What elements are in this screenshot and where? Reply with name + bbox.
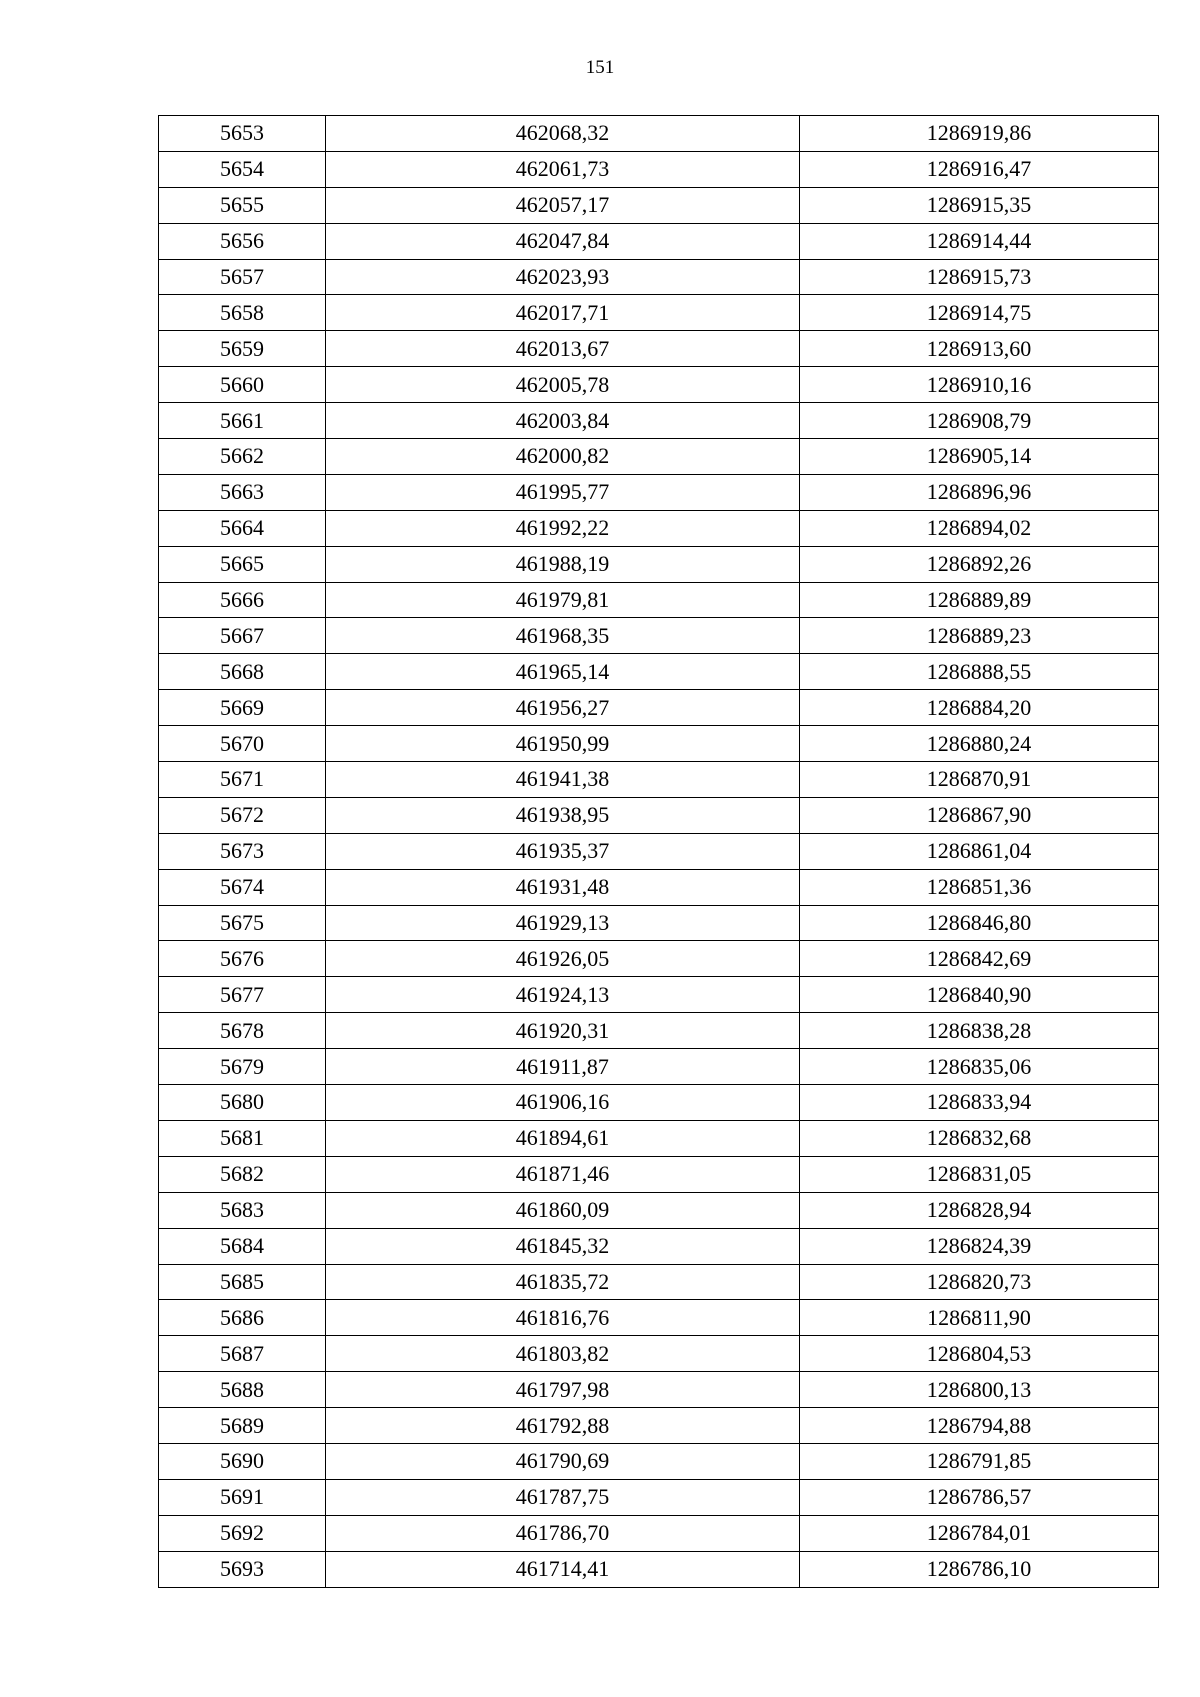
x-coordinate-cell: 461816,76 [326,1300,800,1336]
y-coordinate-cell: 1286867,90 [800,797,1159,833]
y-coordinate-cell: 1286840,90 [800,977,1159,1013]
table-row [159,1515,1159,1551]
table-row [159,474,1159,510]
table-row [159,726,1159,762]
y-coordinate-cell: 1286884,20 [800,690,1159,726]
table-row [159,1372,1159,1408]
point-number-cell: 5666 [159,582,326,618]
y-coordinate-cell: 1286913,60 [800,331,1159,367]
table-row [159,223,1159,259]
y-coordinate-cell: 1286804,53 [800,1336,1159,1372]
table-row [159,905,1159,941]
point-number-cell: 5668 [159,654,326,690]
table-row [159,295,1159,331]
table-row [159,690,1159,726]
table-row [159,1551,1159,1587]
y-coordinate-cell: 1286824,39 [800,1228,1159,1264]
y-coordinate-cell: 1286835,06 [800,1049,1159,1085]
table-row [159,1408,1159,1444]
point-number-cell: 5675 [159,905,326,941]
x-coordinate-cell: 462057,17 [326,187,800,223]
x-coordinate-cell: 461920,31 [326,1013,800,1049]
table-row [159,331,1159,367]
point-number-cell: 5670 [159,726,326,762]
table-row [159,510,1159,546]
x-coordinate-cell: 462005,78 [326,367,800,403]
x-coordinate-cell: 462023,93 [326,259,800,295]
y-coordinate-cell: 1286916,47 [800,151,1159,187]
y-coordinate-cell: 1286914,75 [800,295,1159,331]
table-row [159,1443,1159,1479]
y-coordinate-cell: 1286914,44 [800,223,1159,259]
y-coordinate-cell: 1286915,73 [800,259,1159,295]
point-number-cell: 5659 [159,331,326,367]
y-coordinate-cell: 1286908,79 [800,403,1159,439]
x-coordinate-cell: 462013,67 [326,331,800,367]
point-number-cell: 5656 [159,223,326,259]
x-coordinate-cell: 461979,81 [326,582,800,618]
point-number-cell: 5657 [159,259,326,295]
y-coordinate-cell: 1286889,89 [800,582,1159,618]
table-row [159,833,1159,869]
x-coordinate-cell: 462017,71 [326,295,800,331]
x-coordinate-cell: 461845,32 [326,1228,800,1264]
point-number-cell: 5676 [159,941,326,977]
x-coordinate-cell: 461871,46 [326,1156,800,1192]
point-number-cell: 5687 [159,1336,326,1372]
x-coordinate-cell: 461924,13 [326,977,800,1013]
point-number-cell: 5667 [159,618,326,654]
x-coordinate-cell: 461950,99 [326,726,800,762]
point-number-cell: 5691 [159,1479,326,1515]
table-row [159,654,1159,690]
table-row [159,1479,1159,1515]
y-coordinate-cell: 1286820,73 [800,1264,1159,1300]
y-coordinate-cell: 1286846,80 [800,905,1159,941]
x-coordinate-cell: 461926,05 [326,941,800,977]
point-number-cell: 5680 [159,1085,326,1121]
y-coordinate-cell: 1286861,04 [800,833,1159,869]
point-number-cell: 5662 [159,439,326,475]
point-number-cell: 5660 [159,367,326,403]
y-coordinate-cell: 1286832,68 [800,1120,1159,1156]
point-number-cell: 5663 [159,474,326,510]
y-coordinate-cell: 1286786,10 [800,1551,1159,1587]
table-row [159,797,1159,833]
table-row [159,1085,1159,1121]
table-row [159,1049,1159,1085]
x-coordinate-cell: 461790,69 [326,1443,800,1479]
point-number-cell: 5671 [159,762,326,798]
table-row [159,1300,1159,1336]
y-coordinate-cell: 1286842,69 [800,941,1159,977]
x-coordinate-cell: 461931,48 [326,869,800,905]
y-coordinate-cell: 1286888,55 [800,654,1159,690]
x-coordinate-cell: 461941,38 [326,762,800,798]
point-number-cell: 5684 [159,1228,326,1264]
table-row [159,1264,1159,1300]
point-number-cell: 5658 [159,295,326,331]
point-number-cell: 5682 [159,1156,326,1192]
x-coordinate-cell: 461714,41 [326,1551,800,1587]
y-coordinate-cell: 1286870,91 [800,762,1159,798]
y-coordinate-cell: 1286833,94 [800,1085,1159,1121]
y-coordinate-cell: 1286811,90 [800,1300,1159,1336]
coordinates-table [158,115,1159,1588]
table-row [159,259,1159,295]
point-number-cell: 5678 [159,1013,326,1049]
table-row [159,869,1159,905]
point-number-cell: 5664 [159,510,326,546]
x-coordinate-cell: 461935,37 [326,833,800,869]
y-coordinate-cell: 1286915,35 [800,187,1159,223]
table-row [159,403,1159,439]
y-coordinate-cell: 1286794,88 [800,1408,1159,1444]
table-row [159,582,1159,618]
point-number-cell: 5689 [159,1408,326,1444]
point-number-cell: 5683 [159,1192,326,1228]
point-number-cell: 5665 [159,546,326,582]
point-number-cell: 5681 [159,1120,326,1156]
x-coordinate-cell: 461787,75 [326,1479,800,1515]
table-row [159,618,1159,654]
x-coordinate-cell: 461956,27 [326,690,800,726]
y-coordinate-cell: 1286892,26 [800,546,1159,582]
table-row [159,187,1159,223]
x-coordinate-cell: 461894,61 [326,1120,800,1156]
point-number-cell: 5690 [159,1443,326,1479]
x-coordinate-cell: 462047,84 [326,223,800,259]
table-row [159,1120,1159,1156]
point-number-cell: 5669 [159,690,326,726]
point-number-cell: 5686 [159,1300,326,1336]
y-coordinate-cell: 1286786,57 [800,1479,1159,1515]
table-row [159,1156,1159,1192]
point-number-cell: 5673 [159,833,326,869]
table-row [159,1192,1159,1228]
y-coordinate-cell: 1286838,28 [800,1013,1159,1049]
x-coordinate-cell: 461938,95 [326,797,800,833]
table-row [159,439,1159,475]
table-row [159,367,1159,403]
x-coordinate-cell: 461786,70 [326,1515,800,1551]
table-row [159,116,1159,152]
x-coordinate-cell: 461911,87 [326,1049,800,1085]
y-coordinate-cell: 1286800,13 [800,1372,1159,1408]
point-number-cell: 5655 [159,187,326,223]
point-number-cell: 5653 [159,116,326,152]
point-number-cell: 5692 [159,1515,326,1551]
point-number-cell: 5674 [159,869,326,905]
x-coordinate-cell: 461797,98 [326,1372,800,1408]
table-row [159,151,1159,187]
y-coordinate-cell: 1286894,02 [800,510,1159,546]
x-coordinate-cell: 461992,22 [326,510,800,546]
point-number-cell: 5688 [159,1372,326,1408]
y-coordinate-cell: 1286905,14 [800,439,1159,475]
y-coordinate-cell: 1286851,36 [800,869,1159,905]
y-coordinate-cell: 1286791,85 [800,1443,1159,1479]
point-number-cell: 5685 [159,1264,326,1300]
x-coordinate-cell: 462000,82 [326,439,800,475]
table-row [159,1336,1159,1372]
x-coordinate-cell: 462061,73 [326,151,800,187]
page-number: 151 [585,57,615,78]
y-coordinate-cell: 1286784,01 [800,1515,1159,1551]
x-coordinate-cell: 462003,84 [326,403,800,439]
x-coordinate-cell: 461906,16 [326,1085,800,1121]
x-coordinate-cell: 461860,09 [326,1192,800,1228]
point-number-cell: 5672 [159,797,326,833]
table-row [159,1013,1159,1049]
coordinates-table-body [159,116,1159,1588]
x-coordinate-cell: 462068,32 [326,116,800,152]
x-coordinate-cell: 461835,72 [326,1264,800,1300]
x-coordinate-cell: 461995,77 [326,474,800,510]
point-number-cell: 5679 [159,1049,326,1085]
y-coordinate-cell: 1286828,94 [800,1192,1159,1228]
y-coordinate-cell: 1286880,24 [800,726,1159,762]
table-row [159,762,1159,798]
x-coordinate-cell: 461803,82 [326,1336,800,1372]
y-coordinate-cell: 1286889,23 [800,618,1159,654]
x-coordinate-cell: 461988,19 [326,546,800,582]
table-row [159,546,1159,582]
x-coordinate-cell: 461929,13 [326,905,800,941]
point-number-cell: 5677 [159,977,326,1013]
point-number-cell: 5654 [159,151,326,187]
table-row [159,941,1159,977]
point-number-cell: 5693 [159,1551,326,1587]
y-coordinate-cell: 1286896,96 [800,474,1159,510]
x-coordinate-cell: 461965,14 [326,654,800,690]
x-coordinate-cell: 461968,35 [326,618,800,654]
y-coordinate-cell: 1286910,16 [800,367,1159,403]
point-number-cell: 5661 [159,403,326,439]
table-row [159,977,1159,1013]
table-row [159,1228,1159,1264]
y-coordinate-cell: 1286919,86 [800,116,1159,152]
y-coordinate-cell: 1286831,05 [800,1156,1159,1192]
x-coordinate-cell: 461792,88 [326,1408,800,1444]
